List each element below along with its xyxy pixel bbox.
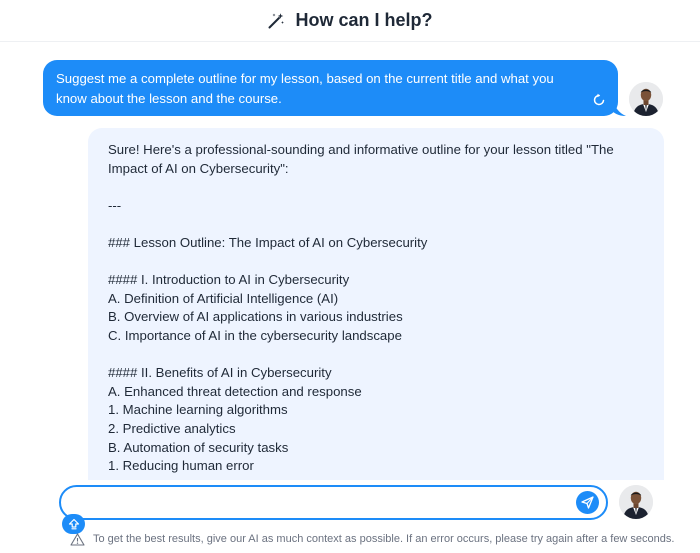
chat-input-container <box>59 485 608 520</box>
arrow-up-icon <box>68 518 80 530</box>
avatar <box>629 82 663 116</box>
message-line: ### Lesson Outline: The Impact of AI on Cybersecurity <box>108 234 428 250</box>
message-line: A. Definition of Artificial Intelligence (AI) <box>108 290 339 306</box>
chat-input[interactable] <box>61 487 561 518</box>
send-button[interactable] <box>576 491 599 514</box>
page-title: How can I help? <box>295 10 433 30</box>
message-line <box>108 253 646 272</box>
message-line <box>108 178 646 197</box>
message-line: #### II. Benefits of AI in Cybersecurity <box>108 365 332 381</box>
assistant-message-bubble <box>88 128 664 480</box>
message-line: B. Automation of security tasks <box>108 439 289 455</box>
avatar <box>619 485 653 519</box>
user-message-text: Suggest me a complete outline for my lesson, based on the current title and what you know about the lesson and the course. <box>56 71 554 106</box>
message-line: --- <box>108 197 122 213</box>
regenerate-icon[interactable] <box>592 93 606 107</box>
footer-text: To get the best results, give our AI as much context as possible. If an error occurs, please try again after a few seconds. <box>93 533 675 545</box>
message-line: #### I. Introduction to AI in Cybersecurity <box>108 272 350 288</box>
message-line: A. Enhanced threat detection and response <box>108 383 362 399</box>
warning-icon <box>70 533 85 546</box>
user-bubble-tail <box>610 98 626 116</box>
message-line: B. Overview of AI applications in various industries <box>108 309 403 325</box>
send-icon <box>581 496 594 509</box>
magic-wand-icon <box>267 12 285 30</box>
chat-header <box>0 0 700 42</box>
message-line: Sure! Here's a professional-sounding and informative outline for your lesson titled "The Impact of AI on Cybersecurity": <box>108 142 618 176</box>
message-line <box>108 346 646 365</box>
message-line: 2. Predictive analytics <box>108 420 236 436</box>
message-line: 1. Reducing human error <box>108 458 254 474</box>
footer-notice <box>70 530 674 548</box>
message-line: C. Importance of AI in the cybersecurity landscape <box>108 327 402 343</box>
user-message-bubble <box>43 60 618 116</box>
message-line <box>108 215 646 234</box>
message-line: 1. Machine learning algorithms <box>108 402 288 418</box>
